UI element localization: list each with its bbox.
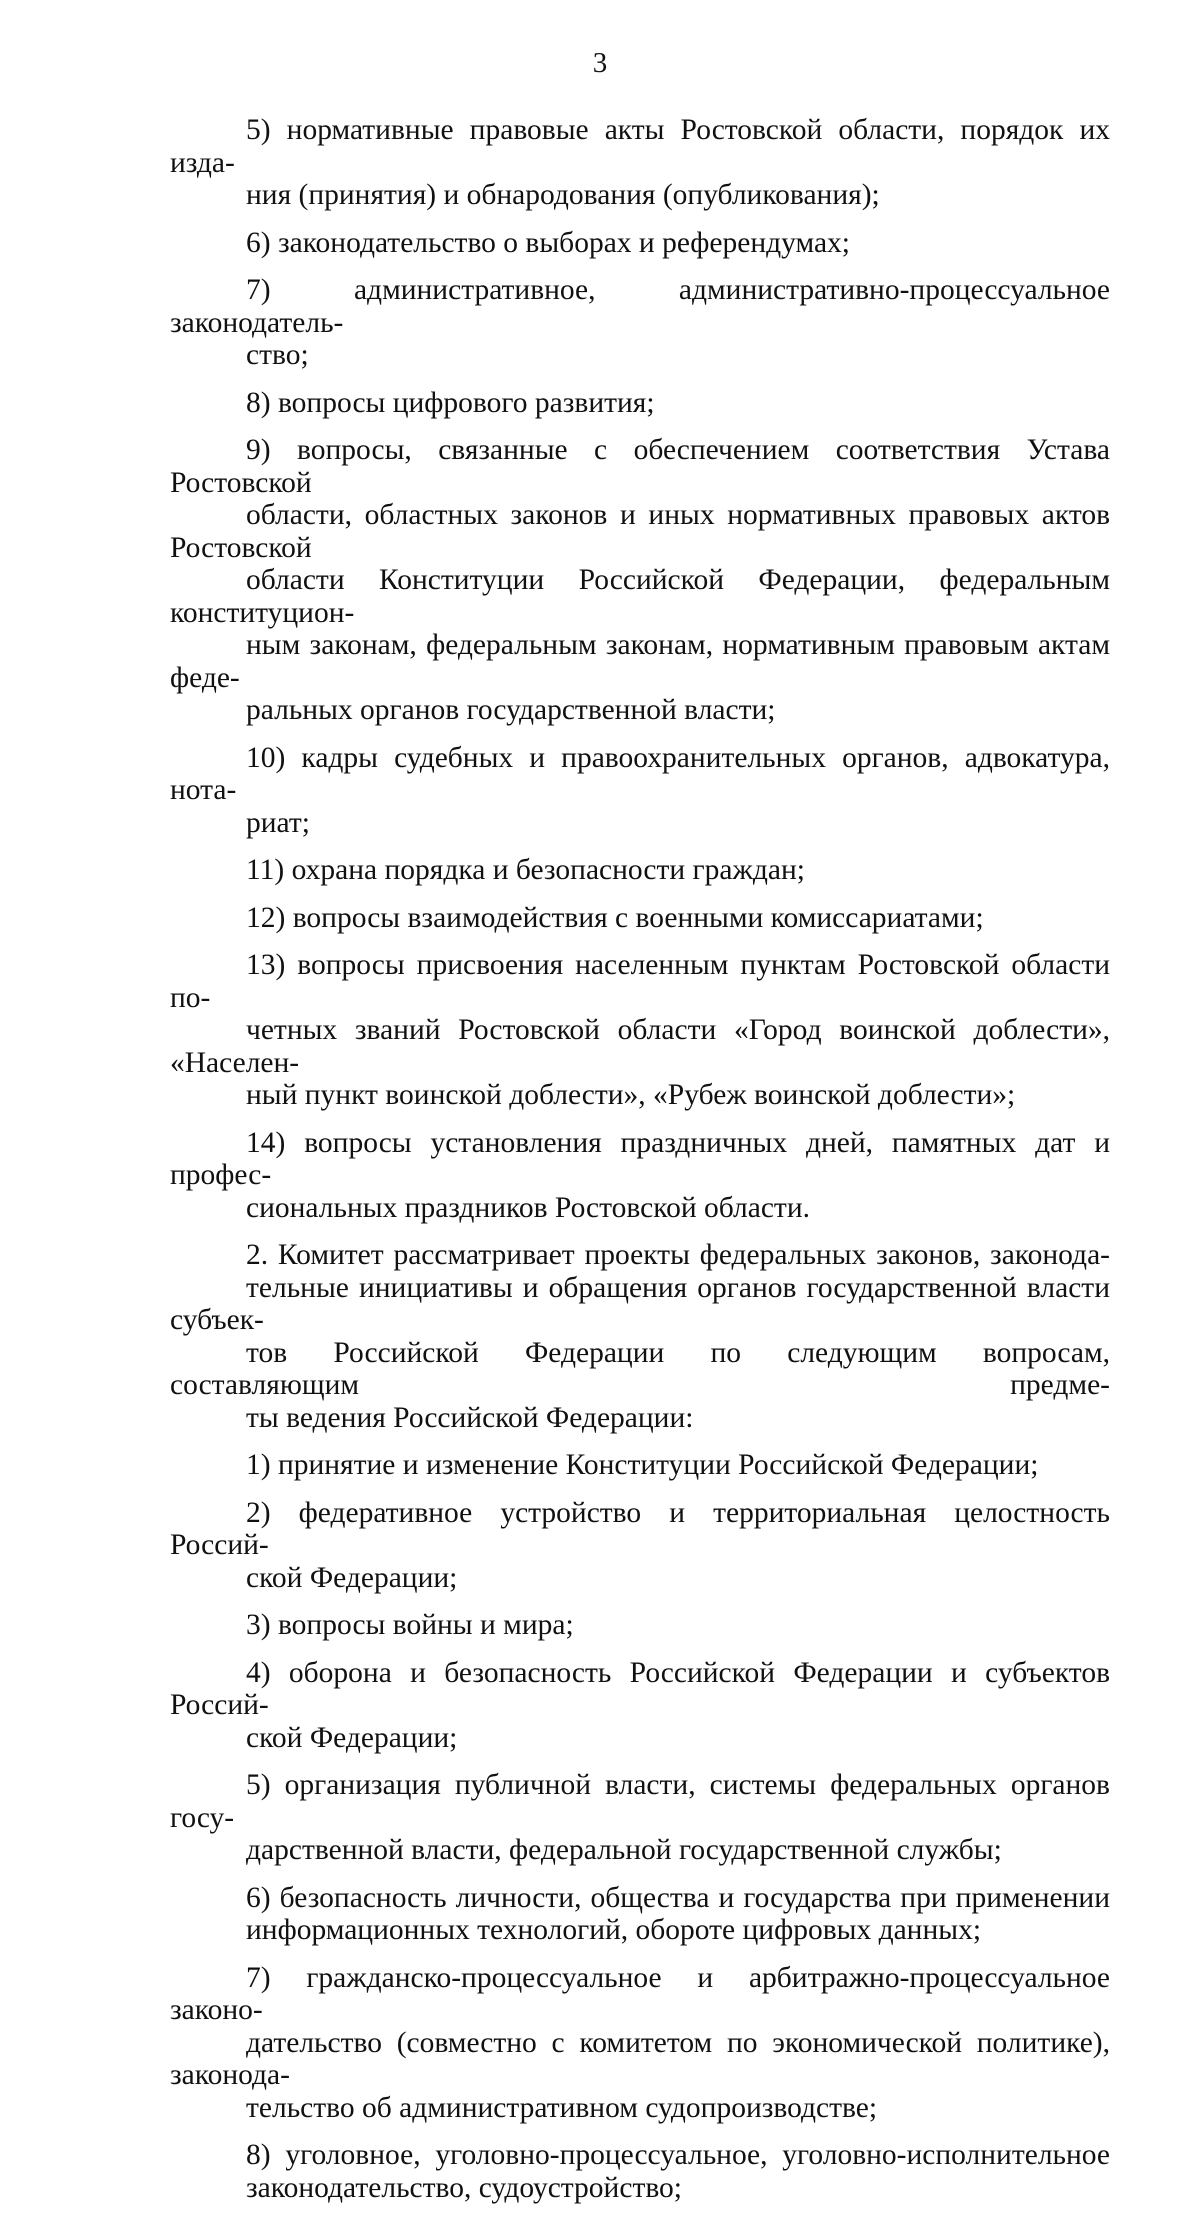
paragraph-7 xyxy=(170,854,1110,887)
paragraph-16 xyxy=(170,1769,1110,1867)
paragraph-line: ской Федерации; xyxy=(246,1561,458,1594)
paragraph-15 xyxy=(170,1657,1110,1755)
paragraph-line: дарственной власти, федеральной государственной службы; xyxy=(246,1834,1002,1866)
paragraph-11 xyxy=(170,1239,1110,1434)
paragraph-line: ство; xyxy=(246,339,309,371)
paragraph-13 xyxy=(170,1497,1110,1595)
paragraph-line: 13) вопросы присвоения населенным пунктам Ростовской области по- xyxy=(170,949,1110,1014)
document-body xyxy=(170,114,1110,2219)
paragraph-line: информационных технологий, обороте цифровых данных; xyxy=(246,1914,982,1946)
paragraph-14 xyxy=(170,1609,1110,1642)
paragraph-12 xyxy=(170,1449,1110,1482)
paragraph-line: ный пункт воинской доблести», «Рубеж воинской доблести»; xyxy=(246,1079,1016,1111)
paragraph-line: области Конституции Российской Федерации, федеральным конституцион- xyxy=(170,564,1110,629)
paragraph-line: 8) вопросы цифрового развития; xyxy=(246,386,655,419)
page-number: 3 xyxy=(592,47,608,79)
paragraph-line: 4) оборона и безопасность Российской Федерации и субъектов Россий- xyxy=(170,1656,1110,1721)
paragraph-line: ской Федерации; xyxy=(246,1721,458,1754)
paragraph-line: 7) административное, административно-процессуальное законодатель- xyxy=(170,274,1110,339)
paragraph-line: области, областных законов и иных нормативных правовых актов Ростовской xyxy=(170,499,1110,564)
paragraph-10 xyxy=(170,1127,1110,1225)
paragraph-line: 11) охрана порядка и безопасности граждан; xyxy=(246,854,805,886)
paragraph-line: 2. Комитет рассматривает проекты федеральных законов, законода- xyxy=(246,1239,1110,1271)
paragraph-19 xyxy=(170,2139,1110,2204)
paragraph-line: ральных органов государственной власти; xyxy=(246,694,776,726)
paragraph-line: сиональных праздников Ростовской области. xyxy=(246,1191,810,1224)
paragraph-line: тельные инициативы и обращения органов государственной власти субъек- xyxy=(170,1271,1110,1336)
paragraph-18 xyxy=(170,1962,1110,2125)
paragraph-line: ты ведения Российской Федерации: xyxy=(246,1401,694,1434)
paragraph-line: 3) вопросы войны и мира; xyxy=(246,1609,574,1641)
paragraph-line: 6) безопасность личности, общества и государства при применении xyxy=(246,1881,1110,1914)
paragraph-line: 8) уголовное, уголовно-процессуальное, уголовно-исполнительное xyxy=(246,2139,1110,2171)
paragraph-line: дательство (совместно с комитетом по экономической политике), законода- xyxy=(170,2026,1110,2091)
paragraph-line: ния (принятия) и обнародования (опубликования); xyxy=(246,179,880,211)
paragraph-5 xyxy=(170,434,1110,727)
paragraph-4 xyxy=(170,387,1110,420)
paragraph-line: 5) организация публичной власти, системы федеральных органов госу- xyxy=(170,1769,1110,1834)
paragraph-line: 6) законодательство о выборах и референдумах; xyxy=(246,226,850,259)
paragraph-line: 1) принятие и изменение Конституции Российской Федерации; xyxy=(246,1449,1039,1481)
paragraph-9 xyxy=(170,949,1110,1112)
paragraph-line: законодательство, судоустройство; xyxy=(246,2171,683,2204)
paragraph-line: 14) вопросы установления праздничных дней, памятных дат и профес- xyxy=(170,1126,1110,1191)
paragraph-line: тов Российской Федерации по следующим вопросам, составляющим предме- xyxy=(170,1336,1110,1401)
paragraph-line: 7) гражданско-процессуальное и арбитражно-процессуальное законо- xyxy=(170,1961,1110,2026)
paragraph-17 xyxy=(170,1882,1110,1947)
paragraph-line: четных званий Ростовской области «Город воинской доблести», «Населен- xyxy=(170,1014,1110,1079)
paragraph-line: ным законам, федеральным законам, нормативным правовым актам феде- xyxy=(170,629,1110,694)
paragraph-8 xyxy=(170,902,1110,935)
paragraph-line: тельство об административном судопроизводстве; xyxy=(246,2091,878,2124)
paragraph-line: 12) вопросы взаимодействия с военными комиссариатами; xyxy=(246,901,984,934)
paragraph-line: 10) кадры судебных и правоохранительных органов, адвокатура, нота- xyxy=(170,741,1110,806)
paragraph-line: риат; xyxy=(246,806,310,839)
paragraph-line: 2) федеративное устройство и территориальная целостность Россий- xyxy=(170,1496,1110,1561)
paragraph-3 xyxy=(170,274,1110,372)
paragraph-2 xyxy=(170,227,1110,260)
paragraph-line: 5) нормативные правовые акты Ростовской области, порядок их изда- xyxy=(170,114,1110,179)
paragraph-1 xyxy=(170,114,1110,212)
paragraph-line: 9) вопросы, связанные с обеспечением соответствия Устава Ростовской xyxy=(170,434,1110,499)
paragraph-6 xyxy=(170,742,1110,840)
